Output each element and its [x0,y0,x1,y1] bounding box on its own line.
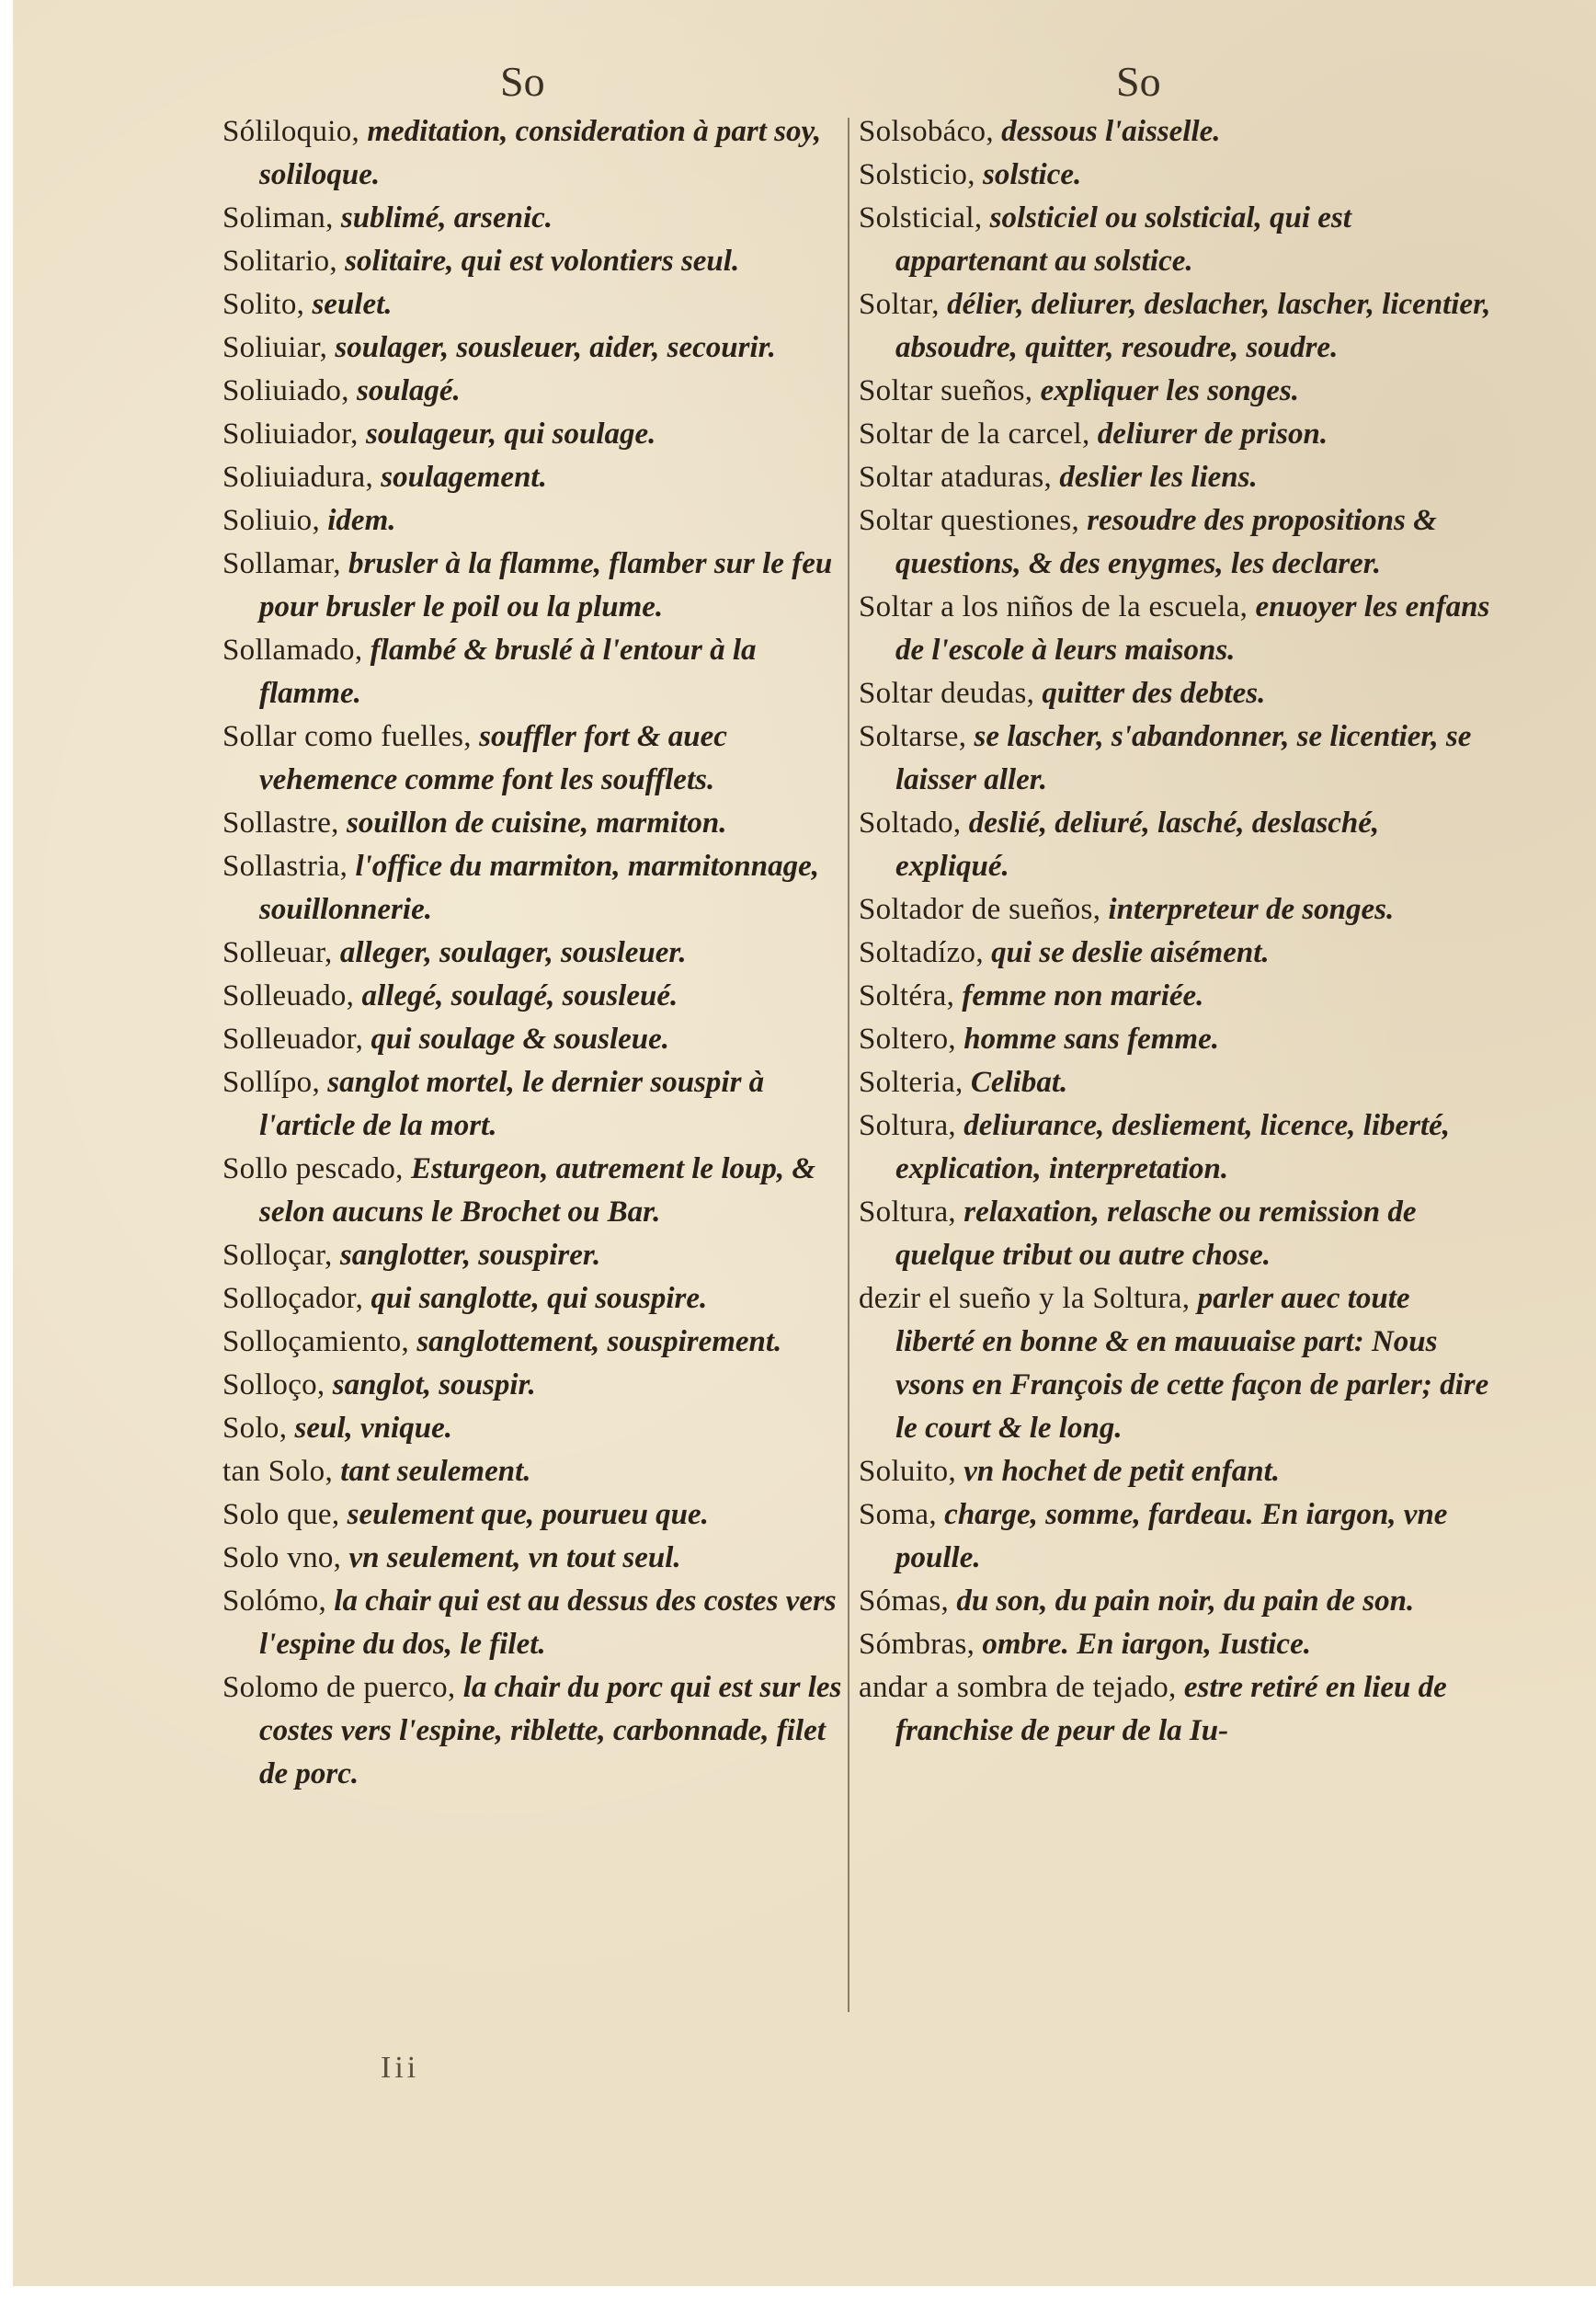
dictionary-entry [222,240,843,283]
entry-headword: Soltura, [859,1195,956,1229]
entry-headword: dezir el sueño y la Soltura, [859,1282,1191,1315]
entry-headword: andar a sombra de tejado, [859,1671,1177,1704]
entry-headword: Sollípo, [222,1066,321,1099]
entry-translation: enuoyer les enfans de l'escole à leurs maisons. [895,590,1490,667]
dictionary-entry [222,1580,843,1666]
entry-translation: sublimé, arsenic. [333,201,553,234]
entry-headword: Solsticial, [859,201,983,234]
entry-headword: Soltéra, [859,979,955,1012]
dictionary-page [13,0,1596,2286]
entry-headword: tan Solo, [222,1455,334,1488]
entry-translation: se lascher, s'abandonner, se licentier, se laisser aller. [895,720,1472,796]
entry-translation: seulet. [304,288,393,321]
dictionary-entry [859,283,1493,370]
entry-headword: Solleuar, [222,936,333,969]
entry-headword: Solloçamiento, [222,1325,410,1358]
entry-translation: parler auec toute liberté en bonne & en mauuaise part: Nous vsons en François de cette façon de parler; dire le court & le long. [895,1282,1489,1445]
entry-translation: soulagement. [373,461,547,494]
entry-translation: deliurance, desliement, licence, liberté, explication, interpretation. [895,1109,1451,1185]
dictionary-entry [222,197,843,240]
dictionary-entry [222,1493,843,1537]
dictionary-entry [222,1364,843,1407]
right-column [859,110,1493,1753]
dictionary-entry [859,586,1493,672]
entry-headword: Solitario, [222,245,337,278]
entry-headword: Solomo de puerco, [222,1671,456,1704]
entry-headword: Soliman, [222,201,334,234]
entry-headword: Soliuiar, [222,331,328,364]
entry-headword: Soltar a los niños de la escuela, [859,590,1248,623]
dictionary-entry [859,1104,1493,1191]
entry-headword: Soltar de la carcel, [859,417,1090,451]
entry-translation: vn hochet de petit enfant. [956,1455,1280,1488]
entry-translation: deslié, deliuré, lasché, deslasché, expliqué. [895,806,1380,883]
entry-translation: sanglotter, souspirer. [332,1239,601,1272]
dictionary-entry [222,1018,843,1061]
entry-translation: idem. [320,504,396,537]
entry-translation: sanglot, souspir. [325,1368,536,1401]
dictionary-entry [859,1018,1493,1061]
dictionary-entry [859,154,1493,197]
left-column [222,110,843,1796]
entry-translation: deliurer de prison. [1089,417,1328,451]
entry-headword: Soliuiadura, [222,461,373,494]
entry-headword: Soltador de sueños, [859,893,1101,926]
entry-translation: la chair du porc qui est sur les costes vers l'espine, riblette, carbonnade, filet de porc. [259,1671,842,1790]
entry-headword: Soltado, [859,806,962,840]
entry-translation: l'office du marmiton, marmitonnage, souillonnerie. [259,850,819,926]
entry-translation: qui sanglotte, qui souspire. [363,1282,708,1315]
entry-headword: Sómas, [859,1584,950,1618]
scan-margin [0,2286,1596,2299]
dictionary-entry [222,110,843,197]
dictionary-entry [859,499,1493,586]
entry-headword: Solo vno, [222,1541,342,1574]
entry-translation: brusler à la flamme, flamber sur le feu pour brusler le poil ou la plume. [259,547,833,623]
signature-mark: Iii [381,2051,420,2085]
dictionary-entry [222,283,843,326]
dictionary-entry [222,1666,843,1796]
entry-translation: solstice. [975,158,1082,191]
entry-translation: sanglot mortel, le dernier souspir à l'article de la mort. [259,1066,765,1142]
entry-headword: Sóliloquio, [222,115,360,148]
entry-translation: soulageur, qui soulage. [358,417,656,451]
running-head-left: So [500,58,545,105]
dictionary-entry [222,1234,843,1277]
entry-translation: meditation, consideration à part soy, soliloque. [259,115,822,191]
entry-translation: homme sans femme. [955,1023,1219,1056]
entry-translation: souffler fort & auec vehemence comme font les soufflets. [259,720,727,796]
entry-headword: Sollamar, [222,547,341,580]
entry-headword: Soluito, [859,1455,957,1488]
entry-translation: dessous l'aisselle. [993,115,1221,148]
dictionary-entry [859,1623,1493,1666]
running-head-right: So [1116,58,1161,105]
entry-translation: seulement que, pourueu que. [339,1498,709,1531]
column-divider [848,118,849,2012]
entry-headword: Solleuado, [222,979,355,1012]
entry-headword: Solo, [222,1412,288,1445]
dictionary-entry [859,1277,1493,1450]
entry-headword: Soliuiador, [222,417,359,451]
dictionary-entry [859,975,1493,1018]
dictionary-entry [859,370,1493,413]
dictionary-entry [859,1580,1493,1623]
dictionary-entry [222,543,843,629]
dictionary-entry [859,888,1493,932]
dictionary-entry [859,456,1493,499]
dictionary-entry [222,1061,843,1148]
entry-translation: alleger, soulager, sousleuer. [332,936,687,969]
entry-translation: relaxation, relasche ou remission de quelque tribut ou autre chose. [895,1195,1417,1272]
entry-headword: Solloço, [222,1368,325,1401]
dictionary-entry [222,845,843,932]
entry-headword: Solómo, [222,1584,327,1618]
entry-translation: solsticiel ou solsticial, qui est appartenant au solstice. [895,201,1351,278]
dictionary-entry [222,1277,843,1321]
dictionary-entry [222,629,843,715]
entry-headword: Solleuador, [222,1023,364,1056]
entry-headword: Soliuiado, [222,374,349,407]
dictionary-entry [859,932,1493,975]
entry-translation: vn seulement, vn tout seul. [341,1541,681,1574]
dictionary-entry [859,672,1493,715]
dictionary-entry [222,1450,843,1493]
dictionary-entry [222,975,843,1018]
entry-translation: seul, vnique. [287,1412,452,1445]
entry-headword: Solloçador, [222,1282,364,1315]
dictionary-entry [222,413,843,456]
entry-headword: Soltar questiones, [859,504,1080,537]
entry-translation: quitter des debtes. [1034,677,1266,710]
entry-translation: Esturgeon, autrement le loup, & selon aucuns le Brochet ou Bar. [259,1152,816,1229]
entry-headword: Solito, [222,288,305,321]
entry-translation: Celibat. [963,1066,1068,1099]
entry-translation: du son, du pain noir, du pain de son. [949,1584,1415,1618]
entry-headword: Soltar deudas, [859,677,1035,710]
dictionary-entry [859,413,1493,456]
entry-translation: soulagé. [348,374,461,407]
entry-headword: Solteria, [859,1066,963,1099]
entry-translation: allegé, soulagé, sousleué. [354,979,678,1012]
dictionary-entry [222,1537,843,1580]
entry-translation: deslier les liens. [1052,461,1258,494]
entry-headword: Sómbras, [859,1628,975,1661]
entry-headword: Solloçar, [222,1239,333,1272]
entry-headword: Sollar como fuelles, [222,720,472,753]
dictionary-entry [859,1061,1493,1104]
dictionary-entry [222,802,843,845]
dictionary-entry [859,197,1493,283]
entry-headword: Soltero, [859,1023,956,1056]
entry-translation: souillon de cuisine, marmiton. [338,806,727,840]
entry-translation: solitaire, qui est volontiers seul. [336,245,740,278]
entry-translation: flambé & bruslé à l'entour à la flamme. [259,634,757,710]
entry-headword: Sollastre, [222,806,339,840]
entry-translation: charge, somme, fardeau. En iargon, vne poulle. [895,1498,1448,1574]
entry-headword: Soliuio, [222,504,321,537]
entry-headword: Solsobáco, [859,115,994,148]
entry-headword: Sollastria, [222,850,348,883]
dictionary-entry [222,1407,843,1450]
entry-headword: Soltadízo, [859,936,984,969]
entry-headword: Soltarse, [859,720,967,753]
entry-headword: Solo que, [222,1498,340,1531]
dictionary-entry [859,1450,1493,1493]
dictionary-entry [222,370,843,413]
entry-headword: Soma, [859,1498,937,1531]
entry-headword: Soltar sueños, [859,374,1033,407]
entry-translation: la chair qui est au dessus des costes vers l'espine du dos, le filet. [259,1584,837,1661]
entry-headword: Solsticio, [859,158,975,191]
dictionary-entry [859,1493,1493,1580]
entry-translation: délier, deliurer, deslacher, lascher, licentier, absoudre, quitter, resoudre, soudre. [895,288,1491,364]
dictionary-entry [222,326,843,370]
entry-translation: resoudre des propositions & questions, & des enygmes, les declarer. [895,504,1437,580]
entry-translation: ombre. En iargon, Iustice. [975,1628,1311,1661]
entry-translation: expliquer les songes. [1032,374,1300,407]
entry-translation: soulager, sousleuer, aider, secourir. [327,331,776,364]
dictionary-entry [859,802,1493,888]
entry-headword: Soltura, [859,1109,956,1142]
entry-translation: sanglottement, souspirement. [409,1325,782,1358]
entry-headword: Sollo pescado, [222,1152,404,1185]
entry-translation: qui soulage & sousleue. [363,1023,670,1056]
dictionary-entry [859,110,1493,154]
dictionary-entry [222,456,843,499]
dictionary-entry [859,1666,1493,1753]
dictionary-entry [222,1148,843,1234]
dictionary-entry [859,715,1493,802]
dictionary-entry [222,932,843,975]
dictionary-entry [222,715,843,802]
dictionary-entry [859,1191,1493,1277]
entry-headword: Soltar ataduras, [859,461,1053,494]
entry-translation: estre retiré en lieu de franchise de peur de la Iu- [895,1671,1447,1747]
dictionary-entry [222,1321,843,1364]
entry-translation: tant seulement. [333,1455,531,1488]
entry-headword: Sollamado, [222,634,363,667]
entry-translation: interpreteur de songes. [1100,893,1395,926]
entry-translation: qui se deslie aisément. [983,936,1270,969]
entry-headword: Soltar, [859,288,940,321]
entry-translation: femme non mariée. [954,979,1204,1012]
dictionary-entry [222,499,843,543]
